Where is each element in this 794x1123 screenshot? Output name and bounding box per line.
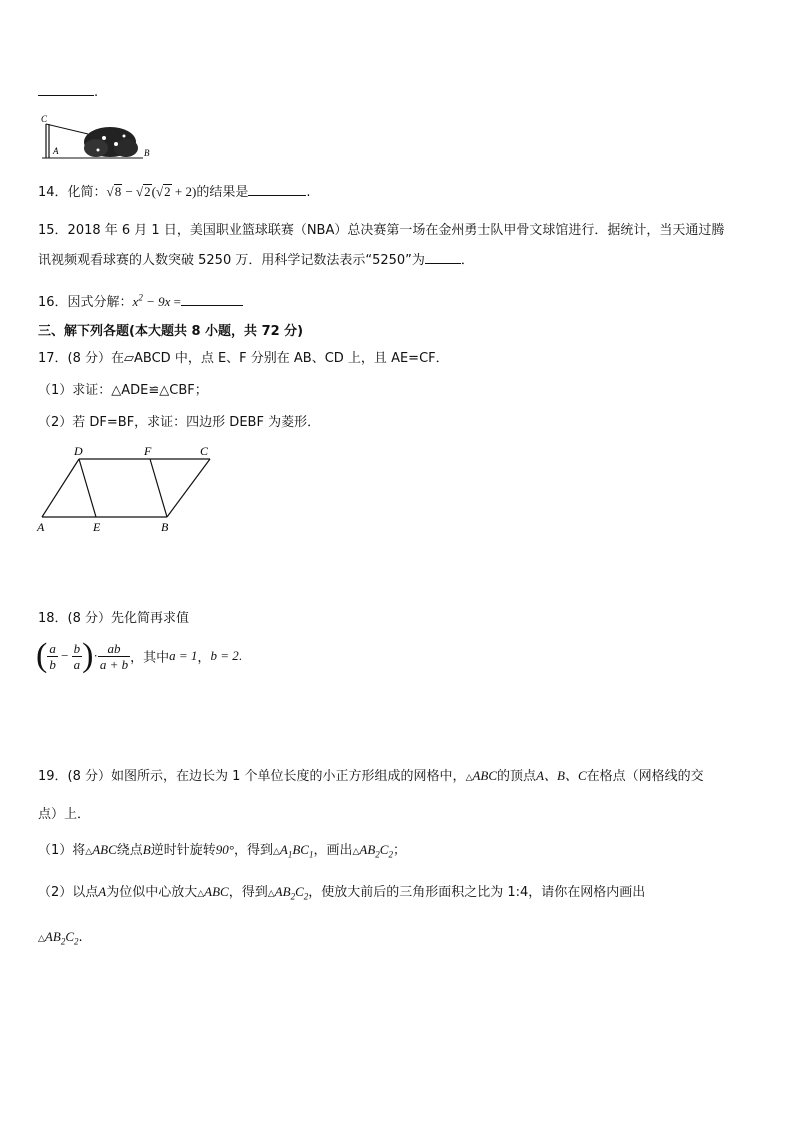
question-19-part-1: （1）将△ABC绕点B逆时针旋转90°，得到$\triangle A_1BC_1$，画出$\triangle AB_2C_2$；: [38, 842, 406, 860]
q15-answer-blank: [425, 252, 461, 264]
question-19-part-2: （2）以点A为位似中心放大△ABC，得到$\triangle AB_2C_2$，使放大前后的三角形面积之比为 1:4，请你在网格内画出: [38, 884, 646, 902]
q16-answer-blank: [181, 294, 243, 306]
triangle-abc: △ABC: [465, 768, 498, 783]
parallelogram-svg: [34, 440, 224, 540]
question-16: 16．因式分解：$x^2 - 9x$ =: [38, 291, 243, 310]
parallelogram-figure: [34, 440, 224, 540]
label-d: D: [74, 444, 83, 458]
tree-figure-svg: [38, 112, 158, 162]
question-17-part-1: （1）求证：△ADE≌△CBF；: [38, 383, 208, 398]
question-18-expression: ( $\frac{a}{b}$ − $\frac{b}{a}$ )· $\frac{ab}{a + b}$ ，其中a = 1，b = 2.: [36, 637, 242, 674]
question-19-part-2-cont: $\triangle AB_2C_2$.: [38, 929, 83, 947]
question-19-line-1: 19．(8 分）如图所示，在边长为 1 个单位长度的小正方形组成的网格中，△ABC的顶点A、B、C在格点（网格线的交: [38, 768, 704, 784]
question-19-line-2: 点）上．: [38, 807, 91, 822]
tree-figure: [38, 112, 158, 162]
prev-question-blank: [38, 84, 98, 100]
q14-prefix: 14．化简：: [38, 185, 107, 200]
edge-bc: [167, 459, 210, 517]
tree-label-a: A: [53, 146, 59, 156]
label-b: B: [161, 520, 169, 534]
segment-fb: [150, 459, 167, 517]
question-18-stem: 18．(8 分）先化简再求值: [38, 611, 190, 626]
tree-label-b: B: [144, 148, 150, 158]
label-a: A: [37, 520, 45, 534]
q14-end: .: [306, 185, 311, 200]
label-f: F: [144, 444, 152, 458]
q14-expression: √8 − √2(√2 + 2): [106, 184, 197, 199]
tree-label-c: C: [41, 114, 48, 124]
q16-expression: $x^2 - 9x$: [132, 292, 174, 309]
q14-suffix: 的结果是: [196, 185, 249, 200]
question-17-part-2: （2）若 DF=BF，求证：四边形 DEBF 为菱形．: [38, 415, 321, 430]
question-15-line-2: 讯视频观看球赛的人数突破 5250 万．用科学记数法表示“5250”为 ．: [38, 253, 474, 268]
question-15-line-1: 15．2018 年 6 月 1 日，美国职业篮球联赛（NBA）总决赛第一场在金州勇士队甲骨文球馆进行．据统计，当天通过腾: [38, 223, 725, 238]
question-17-stem: 17．(8 分）在▱ABCD 中，点 E、F 分别在 AB、CD 上，且 AE=CF．: [38, 351, 449, 366]
period: .: [94, 85, 99, 100]
question-14: [38, 181, 310, 200]
label-e: E: [93, 520, 101, 534]
label-c: C: [200, 444, 209, 458]
edge-ad: [42, 459, 79, 517]
segment-de: [79, 459, 96, 517]
section-3-title: 三、解下列各题(本大题共 8 小题，共 72 分): [38, 324, 304, 339]
q14-answer-blank: [248, 184, 306, 196]
